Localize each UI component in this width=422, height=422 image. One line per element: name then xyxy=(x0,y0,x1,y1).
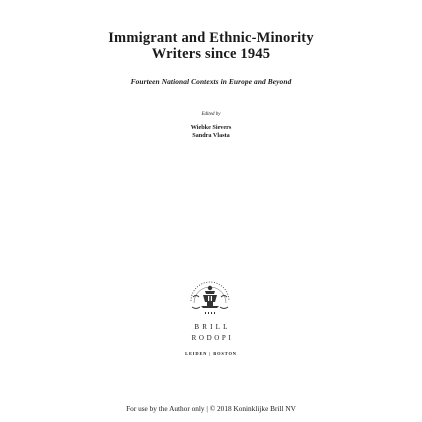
book-title-line-1: Immigrant and Ethnic-Minority xyxy=(108,30,314,46)
editor-name-2: Sandra Vlasta xyxy=(192,132,230,139)
book-title-line-2: Writers since 1945 xyxy=(151,46,271,62)
edited-by-label: Edited by xyxy=(201,112,221,117)
publisher-name-rodopi: RODOPI xyxy=(191,334,234,342)
book-subtitle: Fourteen National Contexts in Europe and Beyond xyxy=(130,77,292,86)
publisher-name-brill: BRILL xyxy=(194,323,231,331)
copyright-footer: For use by the Author only | © 2018 Koninklijke Brill NV xyxy=(126,404,296,413)
brill-rodopi-seal-icon xyxy=(181,275,239,319)
editor-name-1: Wiebke Sievers xyxy=(190,124,232,131)
publisher-places: LEIDEN | BOSTON xyxy=(185,351,237,356)
